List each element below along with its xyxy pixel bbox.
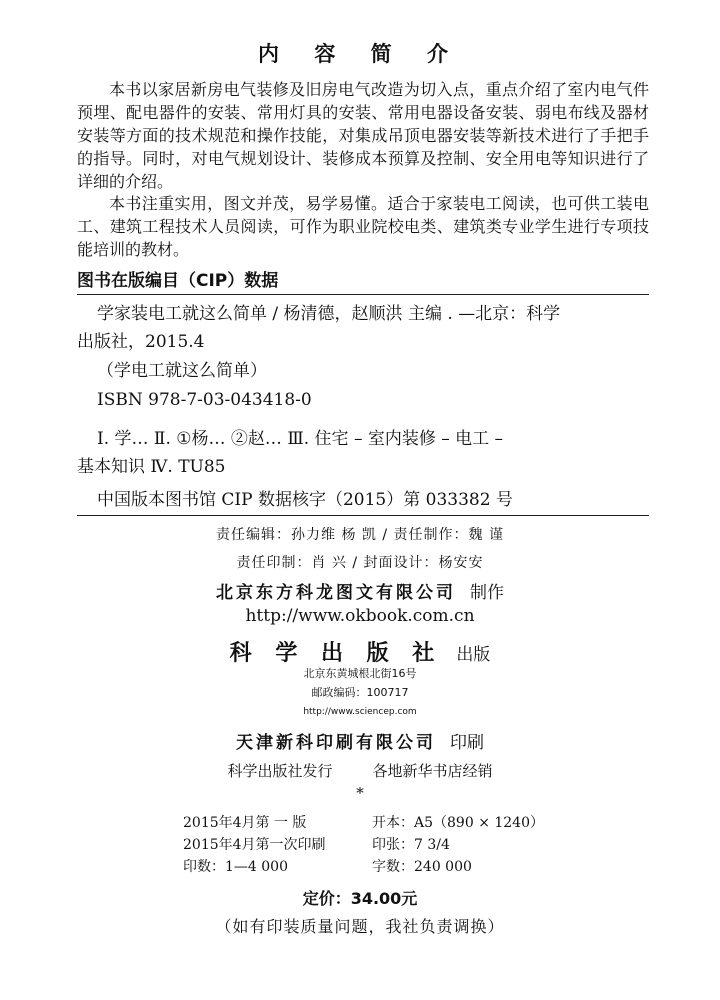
page-title: 内 容 简 介 (258, 42, 462, 66)
spec-format: 开本：A5（890 × 1240） (372, 815, 544, 831)
spec-copies: 印数：1—4 000 (183, 859, 288, 875)
producer-url: http://www.okbook.com.cn (245, 606, 475, 626)
publisher-name: 科 学 出 版 社 (229, 641, 443, 666)
staff-editors: 责任编辑：孙力维 杨 凯 / 责任制作：魏 谨 (216, 527, 504, 543)
cip-isbn: ISBN 978-7-03-043418-0 (97, 390, 312, 410)
distribution-line (0, 760, 720, 781)
spec-sheets: 印张：7 3/4 (372, 837, 450, 853)
printer-line (0, 728, 720, 753)
printer-role: 印刷 (450, 733, 484, 753)
cip-title-line: 学家装电工就这么简单 / 杨清德，赵顺洪 主编 . —北京：科学 (97, 304, 561, 324)
cip-classification-line-2: 基本知识 Ⅳ. TU85 (77, 457, 226, 477)
distribution-issuer: 科学出版社发行 (227, 762, 333, 780)
intro-paragraph-1: 本书以家居新房电气装修及旧房电气改造为切入点，重点介绍了室内电气件预埋、配电器件的安装、常用灯具的安装、常用电器设备安装、弱电布线及器材安装等方面的技术规范和操作技能，对集成吊顶电器安装等新技术进行了手把手的指导。同时，对电气规划设计、装修成本预算及控制、安全用电等知识进行了详细的介绍。 (77, 80, 649, 191)
price: 定价：34.00元 (302, 889, 418, 908)
producer-line (0, 578, 720, 603)
spec-words: 字数：240 000 (372, 859, 472, 875)
publisher-url: http://www.sciencep.com (303, 707, 417, 717)
spec-edition: 2015年4月第 一 版 (183, 815, 307, 831)
spec-printing: 2015年4月第一次印刷 (183, 837, 326, 853)
printer-name: 天津新科印刷有限公司 (236, 733, 436, 753)
cip-publisher-line: 出版社，2015.4 (77, 332, 205, 352)
cip-classification-line-1: Ⅰ. 学… Ⅱ. ①杨… ②赵… Ⅲ. 住宅 – 室内装修 – 电工 – (97, 429, 504, 449)
cip-bottom-divider (77, 515, 649, 516)
producer-name: 北京东方科龙图文有限公司 (216, 583, 456, 603)
cip-record-number: 中国版本图书馆 CIP 数据核字（2015）第 033382 号 (97, 490, 513, 510)
cip-heading: 图书在版编目（CIP）数据 (77, 271, 279, 291)
publisher-role: 出版 (456, 645, 491, 665)
cip-top-divider (77, 294, 649, 295)
quality-notice: （如有印装质量问题，我社负责调换） (215, 917, 505, 936)
intro-paragraph-2: 本书注重实用，图文并茂，易学易懂。适合于家装电工阅读，也可供工装电工、建筑工程技术人员阅读，可作为职业院校电类、建筑类专业学生进行专项技能培训的教材。 (77, 194, 649, 259)
publisher-address: 北京东黄城根北街16号 (303, 667, 417, 680)
cip-series-line: （学电工就这么简单） (97, 361, 267, 381)
separator-asterisk: * (356, 784, 364, 802)
producer-role: 制作 (470, 583, 504, 603)
distribution-seller: 各地新华书店经销 (372, 762, 493, 780)
staff-print-design: 责任印制：肖 兴 / 封面设计：杨安安 (236, 555, 484, 571)
publisher-postcode: 邮政编码：100717 (311, 686, 409, 699)
publisher-line (0, 636, 720, 667)
